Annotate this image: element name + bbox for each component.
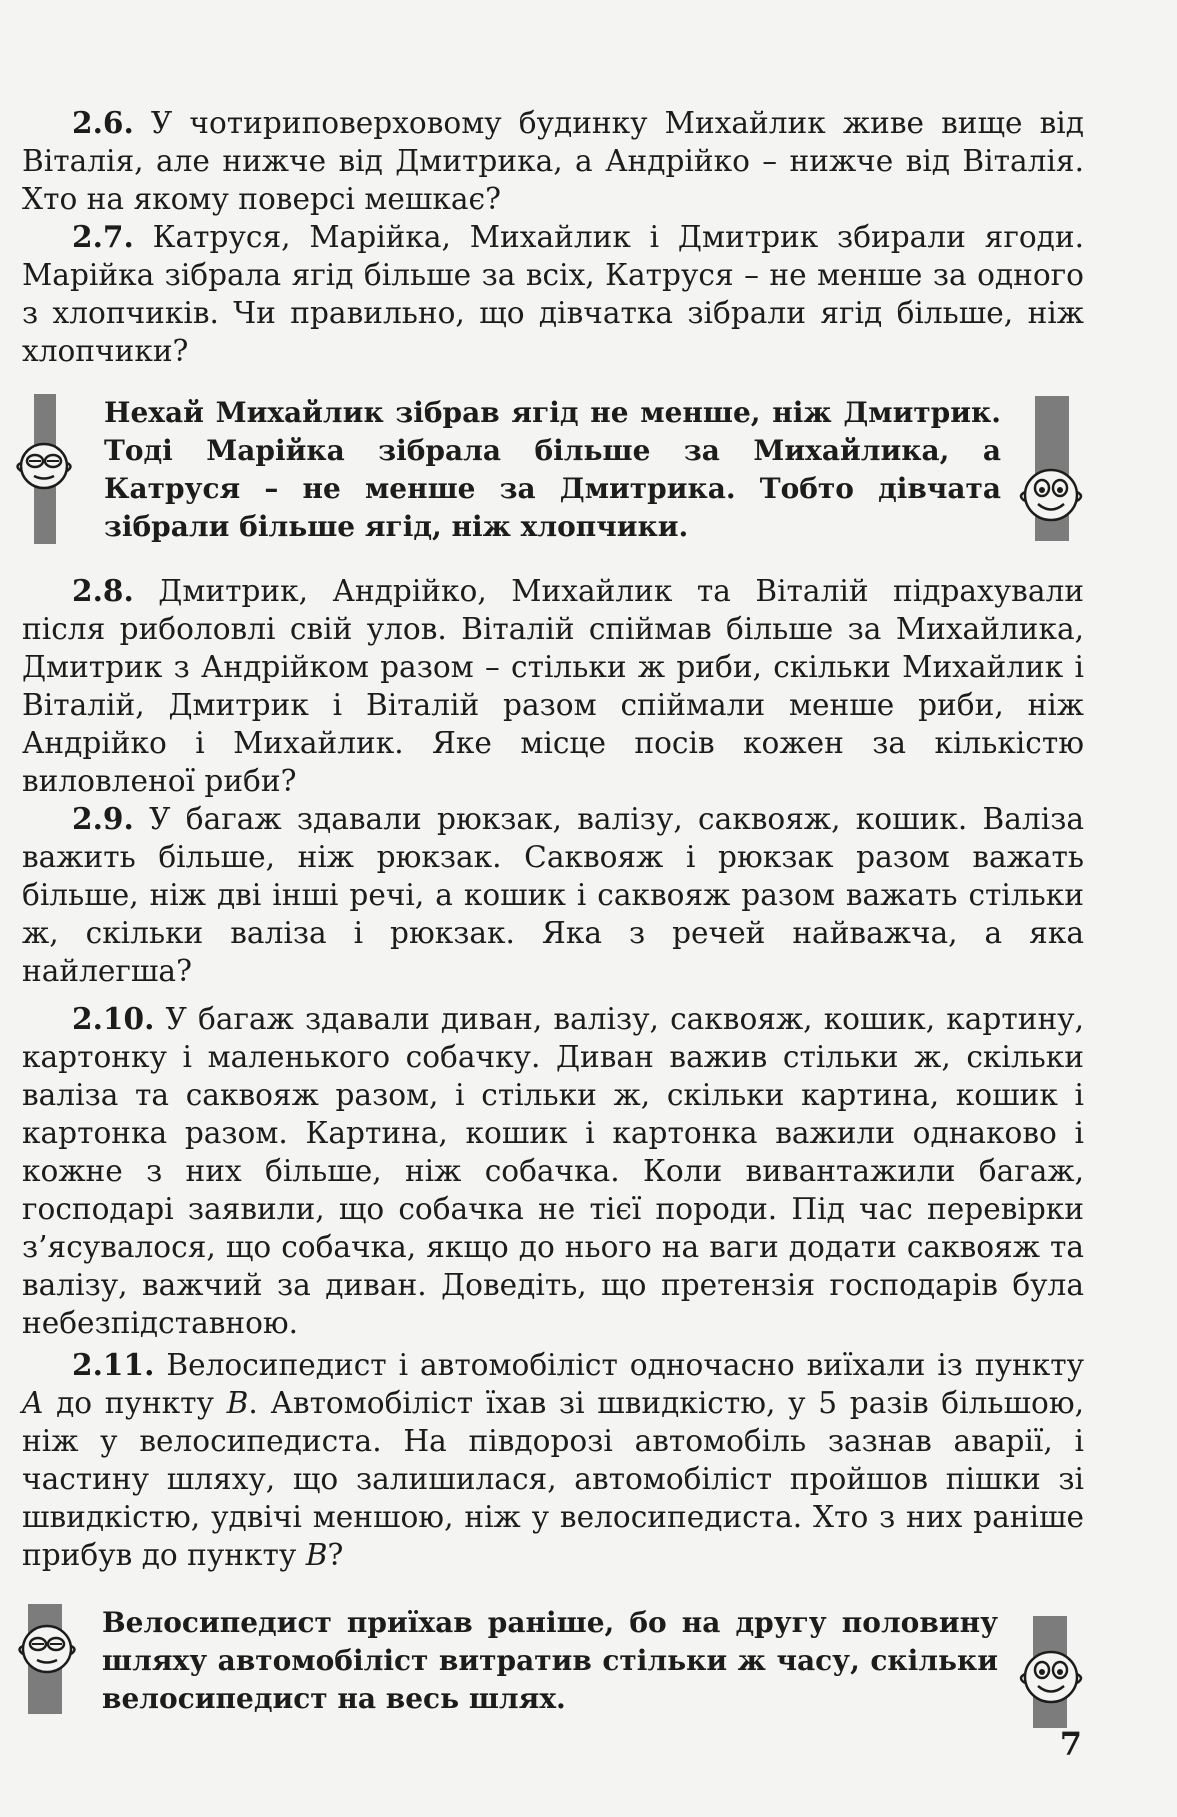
problem-text-part: Велосипедист і автомобіліст одночасно виїхали із пункту [166,1348,1084,1382]
point-label: B [305,1538,328,1572]
problem-number: 2.9. [72,801,134,836]
answer-text: Велосипедист приїхав раніше, бо на другу половину шляху автомобіліст витратив стільки ж часу, скільки велосипедист на весь шлях. [102,1606,998,1715]
problem-number: 2.6. [72,105,134,140]
problem-2-6 [22,104,1084,218]
problem-number: 2.8. [72,573,134,608]
problem-2-7 [22,218,1084,370]
smiling-face-icon [1014,1644,1088,1710]
problem-number: 2.11. [72,1347,155,1382]
problem-text-part: до пункту [43,1386,227,1420]
problem-2-11 [22,1346,1084,1574]
problem-text: Катруся, Марійка, Михайлик і Дмитрик збирали ягоди. Марійка зібрала ягід більше за всіх, Катруся – не менше за одного з хлопчиків. Чи правильно, що дівчатка зібрали ягід більше, ніж хлопчики? [22,220,1084,368]
problem-text: У чотириповерховому будинку Михайлик живе вище від Віталія, але нижче від Дмитрика, а Андрійко – нижче від Віталія. Хто на якому поверсі мешкає? [22,106,1084,216]
problem-text: Дмитрик, Андрійко, Михайлик та Віталій підрахували після риболовлі свій улов. Віталій спіймав більше за Михайлика, Дмитрик з Андрійком разом – стільки ж риби, скільки Михайлик і Віталій, Дмитрик і Віталій разом спіймали менше риби, ніж Андрійко і Михайлик. Яке місце посів кожен за кількістю виловленої риби? [22,574,1084,798]
problem-text: У багаж здавали диван, валізу, саквояж, кошик, картину, картонку і маленького собачку. Диван важив стільки ж, скільки валіза та саквояж разом, і стільки ж, скільки картина, кошик і картонка разом. Картина, кошик і картонка важили однаково і кожне з них більше, ніж собачка. Коли вивантажили багаж, господарі заявили, що собачка не тієї породи. Під час перевірки з’ясувалося, що собачка, якщо до нього на ваги додати саквояж та валізу, важчий за диван. Доведіть, що претензія господарів була небезпідставною. [22,1002,1084,1340]
problem-number: 2.10. [72,1001,155,1036]
problem-number: 2.7. [72,219,134,254]
page-number: 7 [1059,1725,1082,1763]
problem-2-10 [22,1000,1084,1342]
problem-2-8 [22,572,1084,800]
problem-2-9 [22,800,1084,990]
smiling-face-icon [1014,462,1088,528]
answer-text: Нехай Михайлик зібрав ягід не менше, ніж Дмитрик. Тоді Марійка зібрала більше за Михайлика, а Катруся – не менше за Дмитрика. Тобто дівчата зібрали більше ягід, ніж хлопчики. [104,396,1001,543]
point-label: B [226,1386,249,1420]
sleepy-face-icon [14,1618,80,1680]
sleepy-face-icon [12,436,76,496]
answer-box-2-11 [0,1604,1177,1728]
problem-text-part: . Автомобіліст їхав зі швидкістю, у 5 разів більшою, ніж у велосипедиста. На півдорозі автомобіль зазнав аварії, і частину шляху, що залишилася, автомобіліст пройшов пішки зі швидкістю, удвічі меншою, ніж у велосипедиста. Хто з них раніше прибув до пункту [22,1386,1084,1572]
problem-text: У багаж здавали рюкзак, валізу, саквояж, кошик. Валіза важить більше, ніж рюкзак. Саквояж і рюкзак разом важать більше, ніж дві інші речі, а кошик і саквояж разом важать стільки ж, скільки валіза і рюкзак. Яка з речей найважча, а яка найлегша? [22,802,1084,988]
point-label: A [22,1386,44,1420]
problem-text-part: ? [327,1538,344,1572]
answer-box-2-7 [0,394,1177,544]
